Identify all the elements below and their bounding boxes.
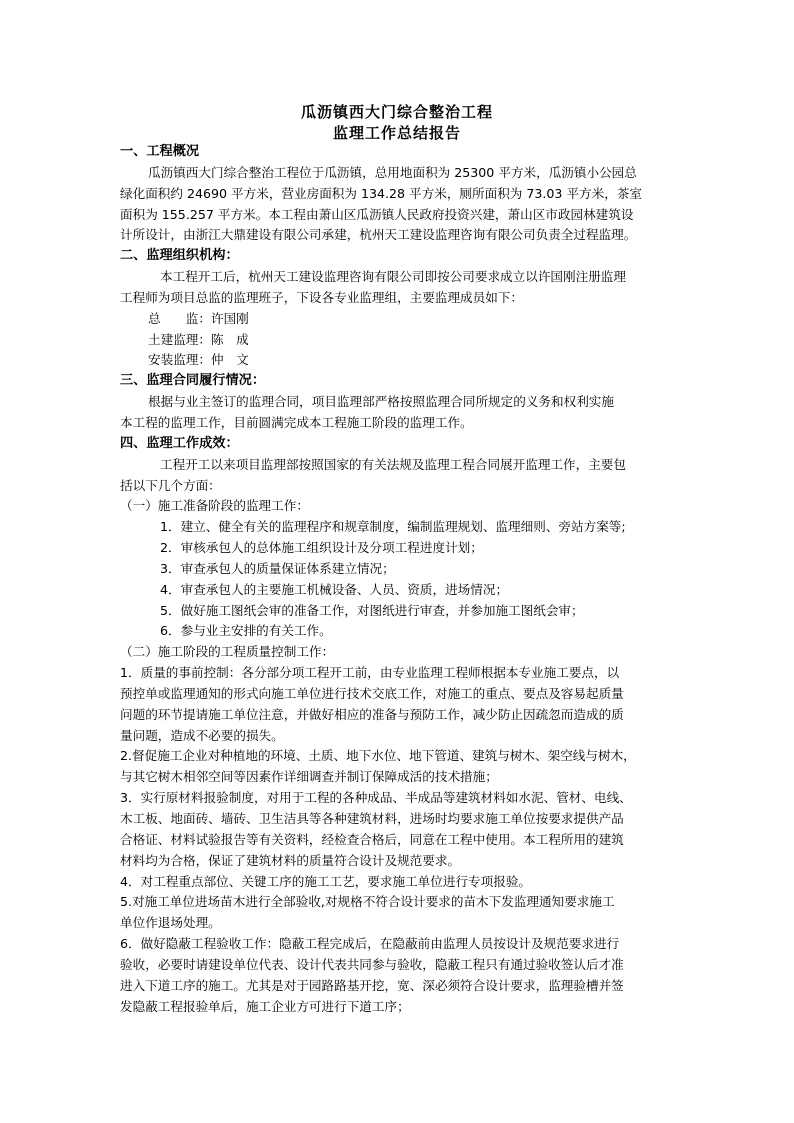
- paragraph-line: 瓜沥镇西大门综合整治工程位于瓜沥镇，总用地面积为 25300 平方米，瓜沥镇小公园总: [148, 164, 637, 180]
- paragraph-line: 本工程开工后，杭州天工建设监理咨询有限公司即按公司要求成立以许国刚注册监理: [160, 269, 626, 285]
- section-heading: 四、监理工作成效：: [120, 435, 239, 451]
- section-heading: 二、监理组织机构：: [120, 248, 239, 264]
- paragraph-line: 1．质量的事前控制：各分部分项工程开工前，由专业监理工程师根据本专业施工要点，以: [120, 665, 620, 681]
- paragraph-line: 面积为 155.257 平方米。本工程由萧山区瓜沥镇人民政府投资兴建，萧山区市政园林建筑设: [120, 206, 634, 222]
- paragraph-line: 与其它树木相邻空间等因素作详细调查并制订保障成活的技术措施；: [120, 769, 498, 785]
- list-item: 2．审核承包人的总体施工组织设计及分项工程进度计划；: [160, 540, 483, 556]
- paragraph-line: 验收，必要时请建设单位代表、设计代表共同参与验收，隐蔽工程只有通过验收签认后才准: [120, 956, 624, 972]
- paragraph-line: 进入下道工序的施工。尤其是对于园路路基开挖，宽、深必须符合设计要求，监理验槽并签: [120, 977, 624, 993]
- paragraph-line: 4．对工程重点部位、关键工序的施工工艺，要求施工单位进行专项报验。: [120, 873, 532, 889]
- paragraph-line: 单位作退场处理。: [120, 915, 221, 931]
- member-line: 土建监理：陈 成: [148, 331, 249, 347]
- paragraph-line: 括以下几个方面：: [120, 477, 221, 493]
- subsection-heading: （一）施工准备阶段的监理工作：: [120, 498, 309, 514]
- paragraph-line: 5.对施工单位进场苗木进行全部验收,对规格不符合设计要求的苗木下发监理通知要求施工: [120, 894, 615, 910]
- paragraph-line: 预控单或监理通知的形式向施工单位进行技术交底工作，对施工的重点、要点及容易起质量: [120, 685, 624, 701]
- document-body: [120, 142, 680, 1017]
- paragraph-line: 根据与业主签订的监理合同，项目监理部严格按照监理合同所规定的义务和权利实施: [148, 394, 614, 410]
- document-title: 瓜沥镇西大门综合整治工程: [300, 103, 493, 121]
- paragraph-line: 木工板、地面砖、墙砖、卫生洁具等各种建筑材料，进场时均要求施工单位按要求提供产品: [120, 811, 624, 826]
- subsection-heading: （二）施工阶段的工程质量控制工作：: [120, 644, 335, 660]
- paragraph-line: 问题的环节提请施工单位注意，并做好相应的准备与预防工作，减少防止因疏忽而造成的质: [120, 706, 624, 722]
- list-item: 5．做好施工图纸会审的准备工作，对图纸进行审查，并参加施工图纸会审；: [160, 602, 584, 618]
- paragraph-line: 绿化面积约 24690 平方米，营业房面积为 134.28 平方米，厕所面积为 73.03 平方米，茶室: [120, 185, 643, 201]
- section-heading: 三、监理合同履行情况：: [120, 373, 266, 389]
- list-item: 4．审查承包人的主要施工机械设备、人员、资质，进场情况；: [160, 581, 509, 597]
- paragraph-line: 2.督促施工企业对种植地的环境、土质、地下水位、地下管道、建筑与树木、架空线与树木，: [120, 748, 636, 764]
- member-line: 安装监理：仲 文: [148, 352, 249, 368]
- member-line: 总 监：许国刚: [148, 310, 249, 326]
- paragraph-line: 工程师为项目总监的监理班子，下设各专业监理组，主要监理成员如下：: [120, 289, 523, 305]
- list-item: 3．审查承包人的质量保证体系建立情况；: [160, 560, 395, 576]
- paragraph-line: 材料均为合格，保证了建筑材料的质量符合设计及规范要求。: [120, 852, 461, 868]
- paragraph-line: 3．实行原材料报验制度，对用于工程的各种成品、半成品等建筑材料如水泥、管材、电线、: [120, 790, 632, 806]
- paragraph-line: 本工程的监理工作，目前圆满完成本工程施工阶段的监理工作。: [120, 414, 473, 430]
- paragraph-line: 合格证、材料试验报告等有关资料，经检查合格后，同意在工程中使用。本工程所用的建筑: [120, 831, 624, 847]
- section-heading: 一、工程概况: [120, 144, 200, 159]
- paragraph-line: 发隐蔽工程报验单后，施工企业方可进行下道工序；: [120, 998, 410, 1014]
- paragraph-line: 6．做好隐蔽工程验收工作：隐蔽工程完成后，在隐蔽前由监理人员按设计及规范要求进行: [120, 936, 620, 952]
- list-item: 1．建立、健全有关的监理程序和规章制度，编制监理规划、监理细则、旁站方案等;: [160, 519, 626, 535]
- paragraph-line: 计所设计，由浙江大鼎建设有限公司承建，杭州天工建设监理咨询有限公司负责全过程监理。: [120, 227, 637, 243]
- list-item: 6．参与业主安排的有关工作。: [160, 623, 332, 639]
- paragraph-line: 工程开工以来项目监理部按照国家的有关法规及监理工程合同展开监理工作，主要包: [160, 456, 626, 472]
- document-subtitle: 监理工作总结报告: [332, 124, 461, 142]
- paragraph-line: 量问题，造成不必要的损失。: [120, 727, 284, 743]
